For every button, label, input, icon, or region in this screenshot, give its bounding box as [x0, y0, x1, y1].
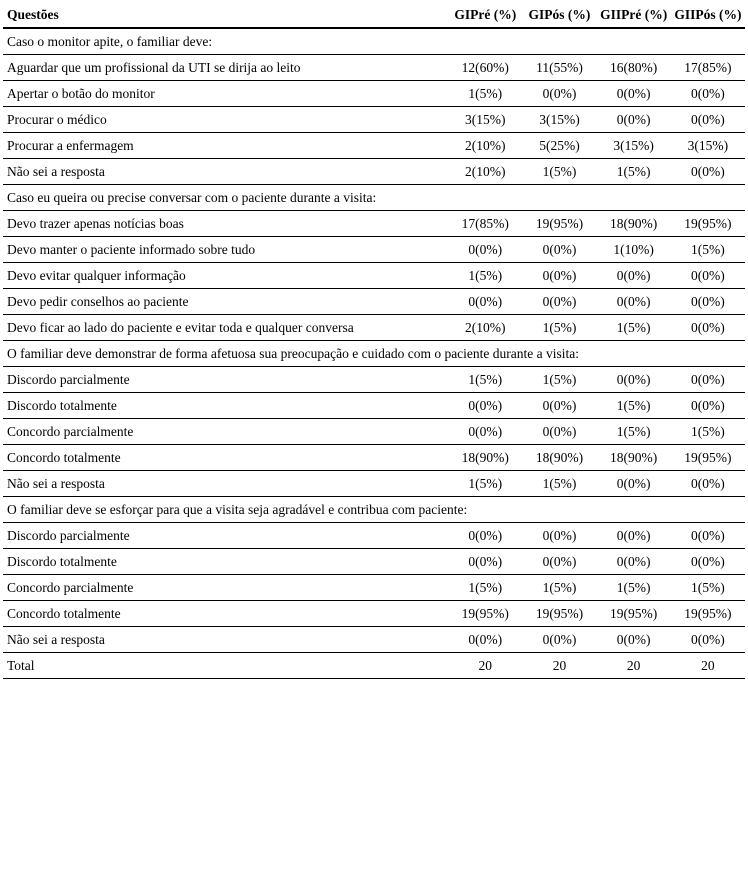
row-value: 0(0%) — [522, 627, 596, 653]
row-label: Discordo totalmente — [3, 393, 448, 419]
section-header-row — [3, 341, 745, 367]
row-label: Devo pedir conselhos ao paciente — [3, 289, 448, 315]
total-value: 20 — [448, 653, 522, 679]
row-value: 5(25%) — [522, 133, 596, 159]
row-value: 0(0%) — [597, 81, 671, 107]
row-value: 1(5%) — [597, 159, 671, 185]
table-row — [3, 445, 745, 471]
table-header — [3, 2, 745, 28]
row-value: 0(0%) — [671, 627, 745, 653]
table-row — [3, 601, 745, 627]
row-value: 0(0%) — [522, 523, 596, 549]
row-value: 2(10%) — [448, 315, 522, 341]
row-value: 0(0%) — [671, 315, 745, 341]
row-value: 1(5%) — [448, 81, 522, 107]
row-value: 0(0%) — [671, 549, 745, 575]
row-value: 0(0%) — [522, 549, 596, 575]
section-header-row — [3, 185, 745, 211]
row-value: 0(0%) — [597, 289, 671, 315]
column-header-gipos: GIPós (%) — [522, 2, 596, 28]
row-label: Concordo totalmente — [3, 445, 448, 471]
table-row — [3, 393, 745, 419]
row-value: 1(5%) — [597, 419, 671, 445]
row-value: 0(0%) — [597, 367, 671, 393]
total-value: 20 — [671, 653, 745, 679]
row-value: 0(0%) — [597, 627, 671, 653]
section-title: Caso o monitor apite, o familiar deve: — [3, 28, 745, 55]
results-table — [3, 2, 745, 679]
table-row — [3, 549, 745, 575]
row-label: Procurar a enfermagem — [3, 133, 448, 159]
row-label: Procurar o médico — [3, 107, 448, 133]
table-row — [3, 211, 745, 237]
table-row — [3, 263, 745, 289]
row-value: 1(5%) — [671, 237, 745, 263]
row-value: 0(0%) — [597, 549, 671, 575]
row-value: 2(10%) — [448, 133, 522, 159]
table-row — [3, 133, 745, 159]
row-label: Não sei a resposta — [3, 159, 448, 185]
table-row — [3, 289, 745, 315]
row-value: 1(5%) — [597, 575, 671, 601]
row-value: 19(95%) — [522, 601, 596, 627]
row-value: 0(0%) — [671, 393, 745, 419]
row-value: 0(0%) — [671, 289, 745, 315]
row-value: 0(0%) — [671, 367, 745, 393]
row-label: Discordo totalmente — [3, 549, 448, 575]
row-label: Apertar o botão do monitor — [3, 81, 448, 107]
column-header-giipre: GIIPré (%) — [597, 2, 671, 28]
row-label: Concordo parcialmente — [3, 575, 448, 601]
row-label: Concordo parcialmente — [3, 419, 448, 445]
row-value: 1(5%) — [448, 263, 522, 289]
row-value: 0(0%) — [522, 419, 596, 445]
row-value: 1(5%) — [448, 367, 522, 393]
row-value: 0(0%) — [522, 237, 596, 263]
row-value: 1(5%) — [522, 575, 596, 601]
row-value: 3(15%) — [448, 107, 522, 133]
table-row — [3, 575, 745, 601]
section-title: Caso eu queira ou precise conversar com o paciente durante a visita: — [3, 185, 745, 211]
row-value: 0(0%) — [671, 263, 745, 289]
table-row — [3, 367, 745, 393]
table-row — [3, 55, 745, 81]
row-label: Discordo parcialmente — [3, 523, 448, 549]
column-header-gipre: GIPré (%) — [448, 2, 522, 28]
table-row — [3, 627, 745, 653]
table-row — [3, 471, 745, 497]
table-row — [3, 159, 745, 185]
section-title: O familiar deve se esforçar para que a visita seja agradável e contribua com paciente: — [3, 497, 745, 523]
row-value: 1(5%) — [522, 159, 596, 185]
row-value: 2(10%) — [448, 159, 522, 185]
row-value: 0(0%) — [522, 393, 596, 419]
row-label: Devo evitar qualquer informação — [3, 263, 448, 289]
row-value: 1(5%) — [448, 575, 522, 601]
table-body — [3, 28, 745, 679]
row-value: 18(90%) — [522, 445, 596, 471]
section-header-row — [3, 28, 745, 55]
row-value: 0(0%) — [448, 523, 522, 549]
row-value: 0(0%) — [671, 159, 745, 185]
row-value: 11(55%) — [522, 55, 596, 81]
table-row — [3, 237, 745, 263]
row-value: 0(0%) — [448, 393, 522, 419]
row-value: 1(5%) — [522, 471, 596, 497]
total-value: 20 — [522, 653, 596, 679]
row-value: 18(90%) — [597, 211, 671, 237]
row-value: 3(15%) — [671, 133, 745, 159]
row-value: 17(85%) — [448, 211, 522, 237]
row-label: Concordo totalmente — [3, 601, 448, 627]
row-value: 0(0%) — [671, 523, 745, 549]
row-value: 1(5%) — [597, 315, 671, 341]
row-value: 3(15%) — [522, 107, 596, 133]
row-value: 0(0%) — [448, 289, 522, 315]
row-value: 0(0%) — [522, 263, 596, 289]
header-row — [3, 2, 745, 28]
row-label: Discordo parcialmente — [3, 367, 448, 393]
row-value: 0(0%) — [671, 81, 745, 107]
row-value: 1(5%) — [522, 315, 596, 341]
section-title: O familiar deve demonstrar de forma afetuosa sua preocupação e cuidado com o paciente durante a visita: — [3, 341, 745, 367]
column-header-questions: Questões — [3, 2, 448, 28]
row-label: Não sei a resposta — [3, 471, 448, 497]
row-value: 18(90%) — [597, 445, 671, 471]
row-label: Devo trazer apenas notícias boas — [3, 211, 448, 237]
row-value: 16(80%) — [597, 55, 671, 81]
row-value: 0(0%) — [671, 107, 745, 133]
row-value: 0(0%) — [597, 523, 671, 549]
row-value: 1(5%) — [522, 367, 596, 393]
total-row — [3, 653, 745, 679]
row-value: 1(5%) — [671, 419, 745, 445]
column-header-giipos: GIIPós (%) — [671, 2, 745, 28]
row-value: 19(95%) — [671, 601, 745, 627]
section-header-row — [3, 497, 745, 523]
row-value: 1(5%) — [448, 471, 522, 497]
row-label: Devo manter o paciente informado sobre tudo — [3, 237, 448, 263]
row-value: 19(95%) — [597, 601, 671, 627]
row-label: Aguardar que um profissional da UTI se dirija ao leito — [3, 55, 448, 81]
row-value: 1(10%) — [597, 237, 671, 263]
row-value: 0(0%) — [448, 627, 522, 653]
table-row — [3, 315, 745, 341]
row-value: 0(0%) — [597, 107, 671, 133]
row-value: 0(0%) — [522, 289, 596, 315]
total-value: 20 — [597, 653, 671, 679]
total-label: Total — [3, 653, 448, 679]
table-row — [3, 419, 745, 445]
row-value: 0(0%) — [448, 237, 522, 263]
row-label: Devo ficar ao lado do paciente e evitar toda e qualquer conversa — [3, 315, 448, 341]
row-value: 1(5%) — [671, 575, 745, 601]
table-row — [3, 523, 745, 549]
row-value: 3(15%) — [597, 133, 671, 159]
row-value: 0(0%) — [671, 471, 745, 497]
table-row — [3, 107, 745, 133]
row-value: 0(0%) — [522, 81, 596, 107]
row-value: 0(0%) — [448, 419, 522, 445]
row-value: 0(0%) — [597, 471, 671, 497]
row-value: 0(0%) — [448, 549, 522, 575]
row-value: 12(60%) — [448, 55, 522, 81]
row-value: 19(95%) — [671, 211, 745, 237]
row-value: 18(90%) — [448, 445, 522, 471]
row-value: 19(95%) — [522, 211, 596, 237]
row-label: Não sei a resposta — [3, 627, 448, 653]
row-value: 0(0%) — [597, 263, 671, 289]
row-value: 1(5%) — [597, 393, 671, 419]
row-value: 19(95%) — [671, 445, 745, 471]
row-value: 19(95%) — [448, 601, 522, 627]
table-row — [3, 81, 745, 107]
row-value: 17(85%) — [671, 55, 745, 81]
